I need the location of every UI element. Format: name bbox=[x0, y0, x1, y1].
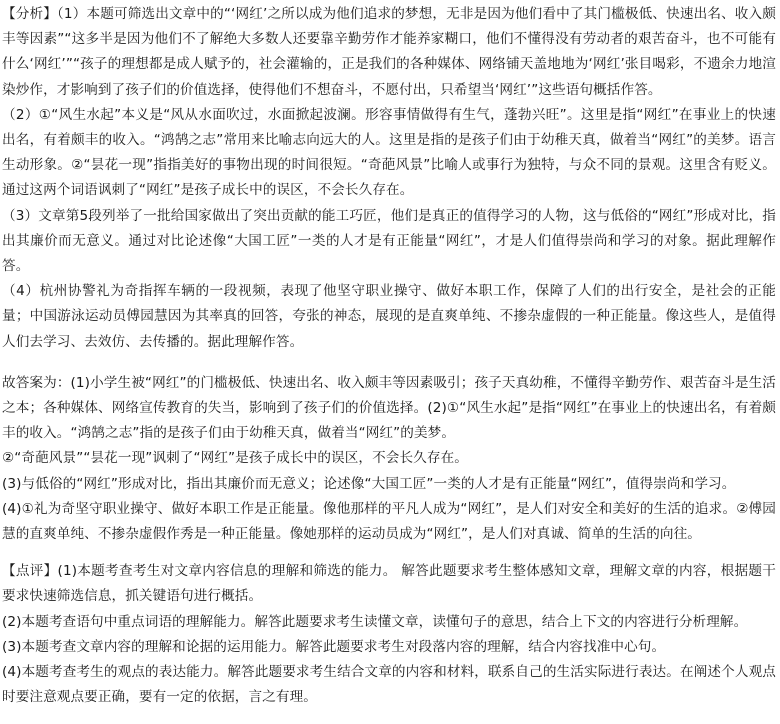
comment-paragraph-4: (4)本题考查考生的观点的表达能力。解答此题要求考生结合文章的内容和材料，联系自己的生活实际进行表达。在阐述个人观点时要注意观点要正确，要有一定的依据，言之有理。 bbox=[2, 664, 776, 706]
answer-paragraph-3: (3)与低俗的“网红”形成对比，指出其廉价而无意义；论述像“大国工匠”一类的人才是有正能量“网红”，值得崇尚和学习。 bbox=[2, 475, 736, 492]
comment-paragraph-3: (3)本题考查文章内容的理解和论据的运用能力。解答此题要求考生对段落内容的理解，结合内容找准中心句。 bbox=[2, 638, 666, 655]
section-spacer bbox=[2, 547, 776, 559]
answer-paragraph-2: ②“奇葩风景”“昙花一现”讽刺了“网红”是孩子成长中的误区，不会长久存在。 bbox=[2, 450, 468, 467]
analysis-section bbox=[2, 2, 776, 355]
section-spacer bbox=[2, 355, 776, 371]
solution-document bbox=[2, 2, 776, 710]
answer-section bbox=[2, 371, 776, 547]
comment-section bbox=[2, 559, 776, 710]
comment-paragraph-2: (2)本题考查语句中重点词语的理解能力。解答此题要求考生读懂文章，读懂句子的意思，结合上下文的内容进行分析理解。 bbox=[2, 613, 748, 630]
comment-paragraph-1: 【点评】(1)本题考查考生对文章内容信息的理解和筛选的能力。 解答此题要求考生整体感知文章，理解文章的内容，根据题干要求快速筛选信息，抓关键语句进行概括。 bbox=[2, 563, 776, 605]
answer-paragraph-4: (4)①礼为奇坚守职业操守、做好本职工作是正能量。像他那样的平凡人成为“网红”，是人们对安全和美好的生活的追求。②傅园慧的直爽单纯、不掺杂虚假作秀是一种正能量。像她那样的运动员成为“网红”，是人们对真诚、简单的生活的向往。 bbox=[2, 500, 776, 543]
analysis-paragraph-4: （4）杭州协警礼为奇指挥车辆的一段视频，表现了他坚守职业操守、做好本职工作，保障了人们的出行安全，是社会的正能量；中国游泳运动员傅园慧因为其率真的回答，夸张的神态，展现的是直爽单纯、不掺杂虚假的一种正能量。像这些人，是值得人们去学习、去效仿、去传播的。据此理解作答。 bbox=[2, 283, 776, 350]
analysis-paragraph-3: （3）文章第5段列举了一批给国家做出了突出贡献的能工巧匠，他们是真正的值得学习的人物，这与低俗的“网红”形成对比，指出其廉价而无意义。通过对比论述像“大国工匠”一类的人才是有正能量“网红”，才是人们值得崇尚和学习的对象。据此理解作答。 bbox=[2, 207, 776, 275]
analysis-paragraph-2: （2）①“风生水起”本义是“风从水面吹过，水面掀起波澜。形容事情做得有生气，蓬勃兴旺”。这里是指“网红”在事业上的快速出名，有着颇丰的收入。“鸿鹄之志”常用来比喻志向远大的人。这里是指的是孩子们由于幼稚天真，做着当“网红”的美梦。语言生动形象。②“昙花一现”指指美好的事物出现的时间很短。“奇葩风景”比喻人或事行为独特，与众不同的景观。这里含有贬义。通过这两个词语讽刺了“网红”是孩子成长中的误区，不会长久存在。 bbox=[2, 106, 776, 199]
answer-paragraph-1: 故答案为：(1)小学生被“网红”的门槛极低、快速出名、收入颇丰等因素吸引；孩子天真幼稚，不懂得辛勤劳作、艰苦奋斗是生活之本；各种媒体、网络宣传教育的失当，影响到了孩子们的价值选择。(2)①“风生水起”是指“网红”在事业上的快速出名，有着颇丰的收入。“鸿鹄之志”指的是孩子们由于幼稚天真，做着当“网红”的美梦。 bbox=[2, 374, 776, 442]
analysis-paragraph-1: 【分析】（1）本题可筛选出文章中的“‘网红’之所以成为他们追求的梦想，无非是因为他们看中了其门槛极低、快速出名、收入颇丰等因素”“这多半是因为他们不了解绝大多数人还要靠辛勤劳作才能养家糊口，他们不懂得没有劳动者的艰苦奋斗，也不可能有什么‘网红’”“孩子的理想都是成人赋予的，社会灌输的，正是我们的各种媒体、网络铺天盖地地为‘网红’张目喝彩，不遗余力地渲染炒作，才影响到了孩子们的价值选择，使得他们不想奋斗，不愿付出，只希望当‘网红’”这些语句概括作答。 bbox=[2, 6, 776, 98]
